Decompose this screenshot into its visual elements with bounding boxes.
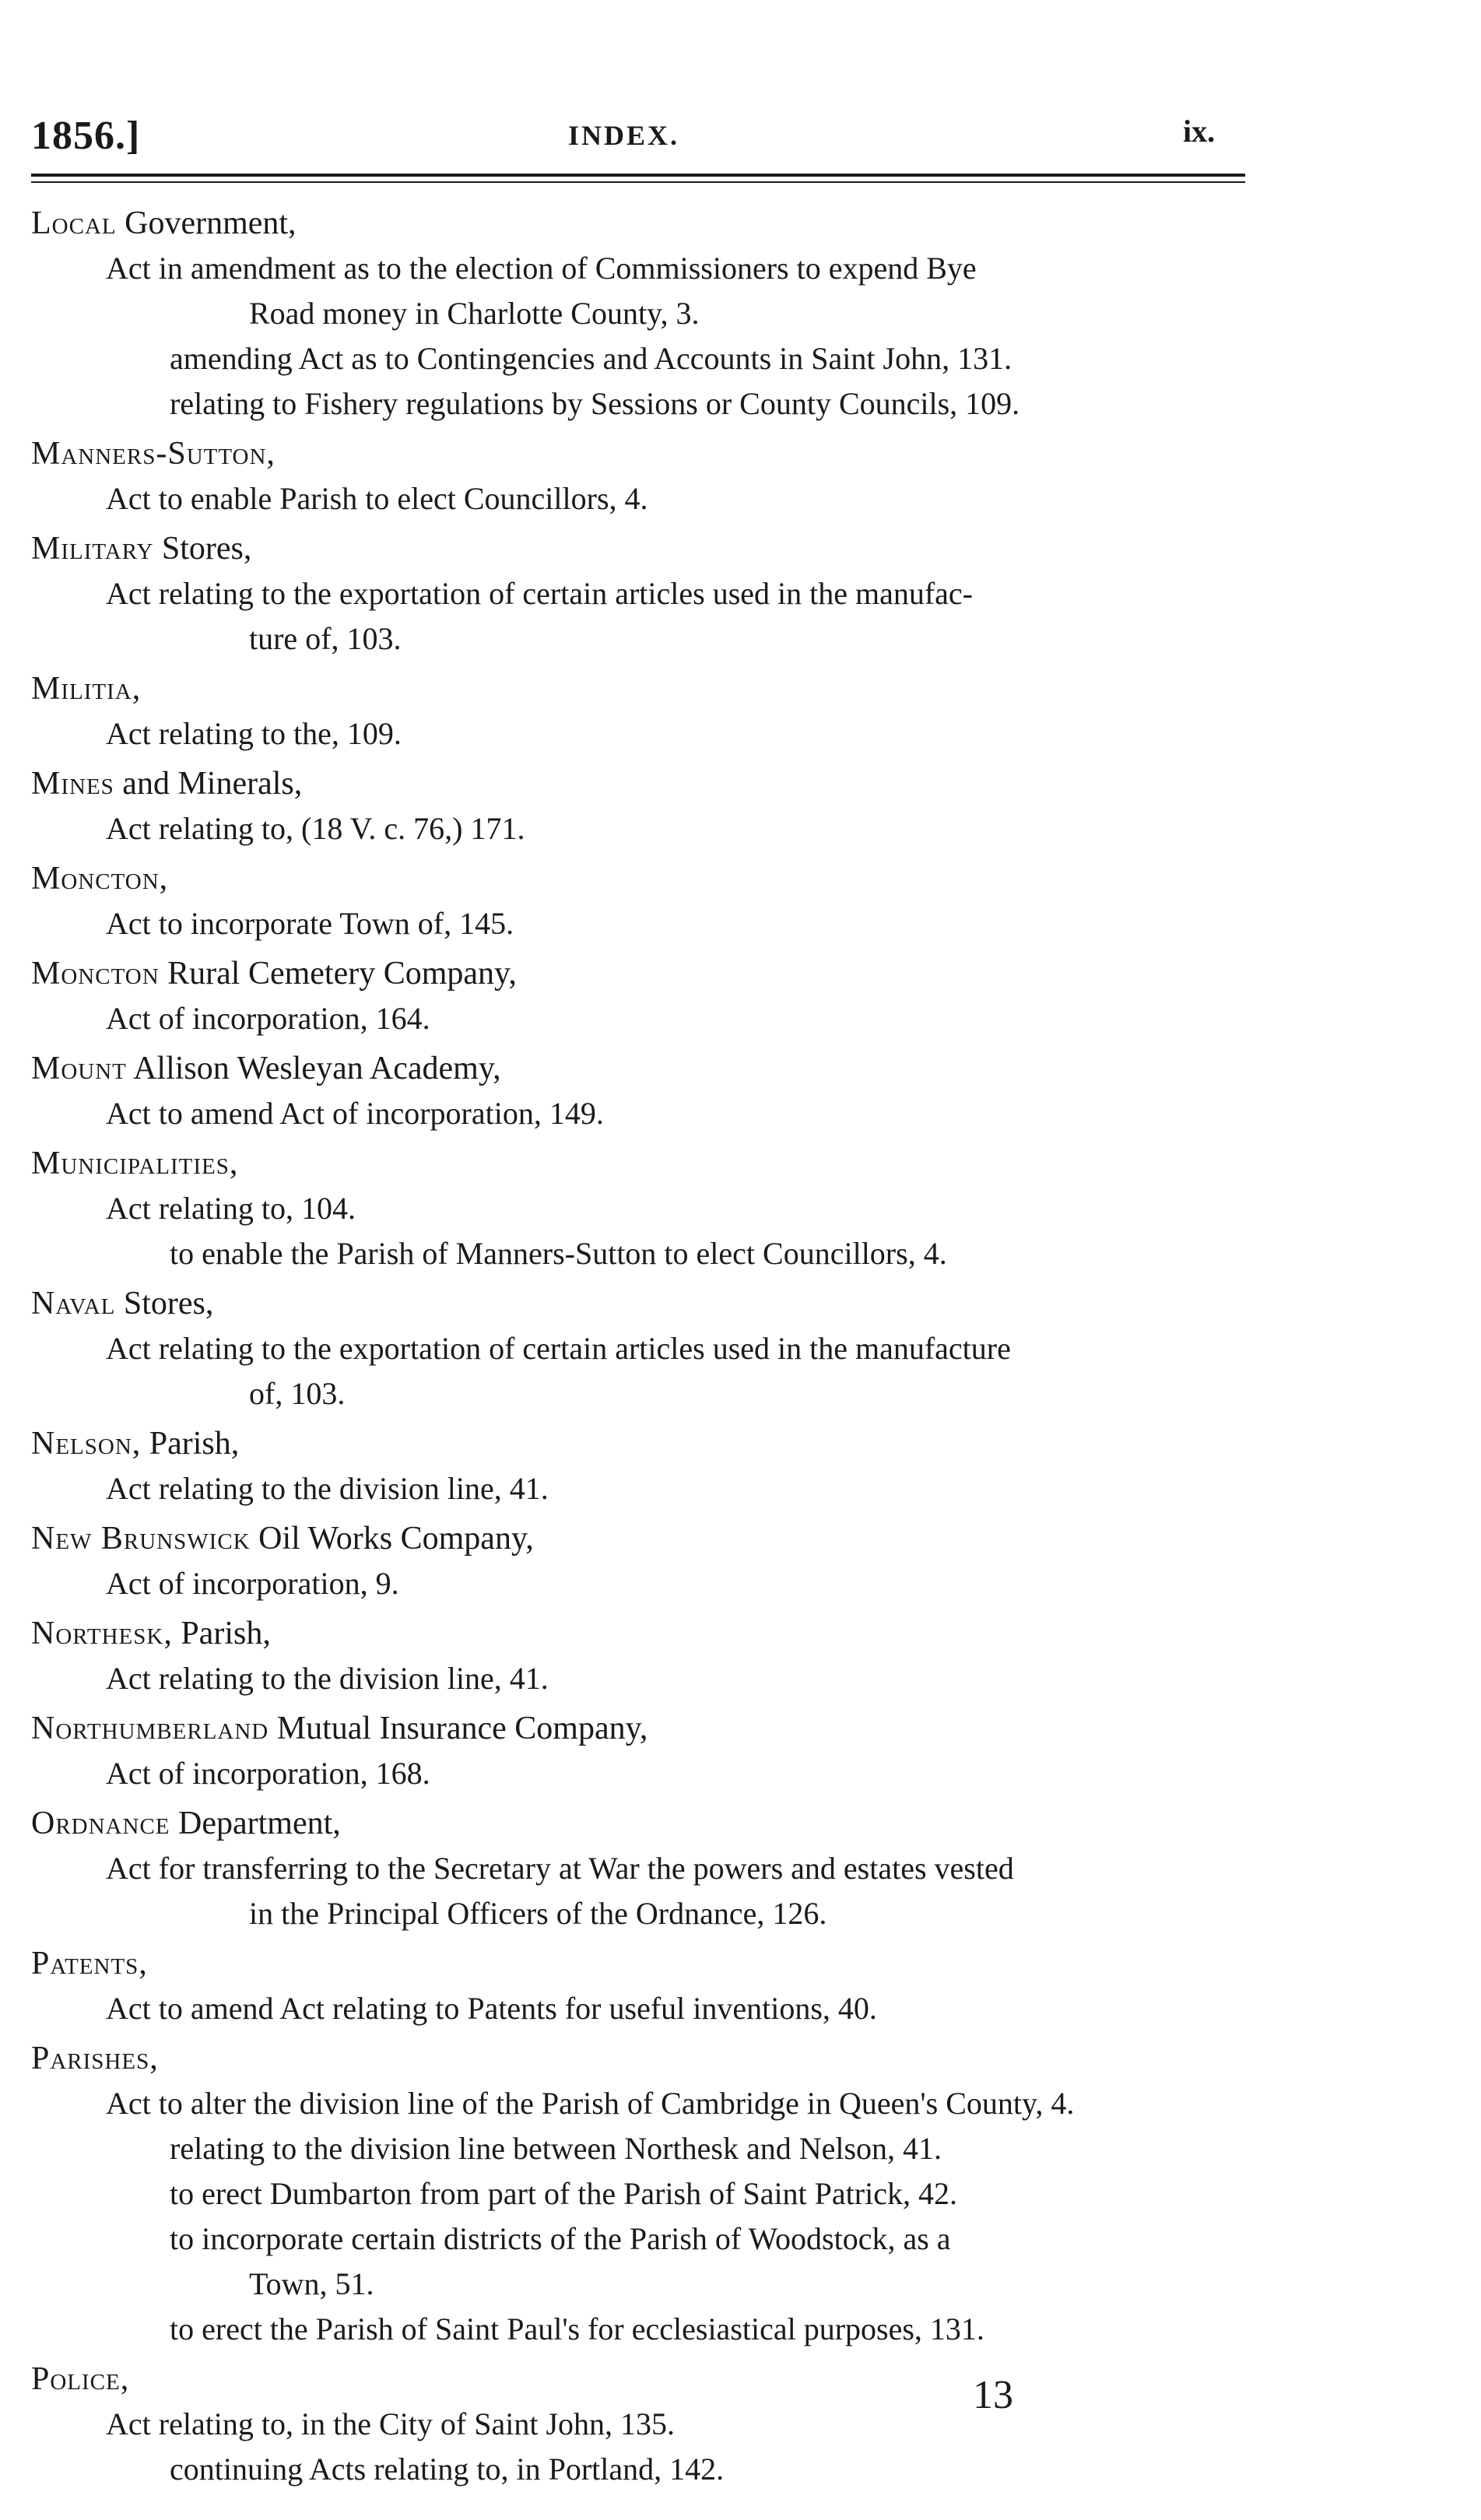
entry-heading-term: Local — [31, 205, 117, 241]
entry-heading — [31, 761, 1276, 806]
entry-heading — [31, 1611, 1276, 1656]
entry-subline: to incorporate certain districts of the Parish of Woodstock, as a — [170, 2221, 951, 2256]
entry-subline: to erect Dumbarton from part of the Parish of Saint Patrick, 42. — [170, 2176, 957, 2211]
entry-subline: Act relating to, 104. — [106, 1191, 356, 1226]
index-entry — [31, 201, 1276, 426]
entry-heading-term: Patents, — [31, 1946, 148, 1981]
entry-heading-rest: Oil Works Company, — [250, 1521, 534, 1557]
entry-heading-term: Military — [31, 531, 154, 567]
entry-subline: of, 103. — [249, 1376, 346, 1411]
entry-subline: Act relating to the, 109. — [106, 716, 402, 751]
header-page-number: ix. — [1183, 114, 1216, 149]
index-entry — [31, 666, 1276, 756]
entry-subline: Act to incorporate Town of, 145. — [106, 906, 514, 941]
entry-heading — [31, 1801, 1276, 1846]
entry-heading-term: Militia, — [31, 671, 142, 707]
entry-subline: Act of incorporation, 164. — [106, 1001, 430, 1036]
entry-heading — [31, 2036, 1276, 2081]
entry-heading-term: Ordnance — [31, 1806, 170, 1841]
entry-heading — [31, 1141, 1276, 1186]
entry-subline: Act in amendment as to the election of Commissioners to expend Bye — [106, 251, 977, 286]
index-entry — [31, 526, 1276, 662]
entry-subline: Act relating to, in the City of Saint John, 135. — [106, 2406, 676, 2441]
entry-heading — [31, 1421, 1276, 1466]
entry-heading-rest: Parish, — [141, 1426, 240, 1462]
entry-heading — [31, 2357, 1276, 2402]
entry-heading — [31, 1706, 1276, 1751]
entry-subline: Act relating to the exportation of certain articles used in the manufacture — [106, 1331, 1011, 1366]
entry-heading-rest: Rural Cemetery Company, — [159, 956, 517, 992]
index-entry — [31, 2357, 1276, 2492]
entry-subline: amending Act as to Contingencies and Accounts in Saint John, 131. — [170, 341, 1012, 376]
entry-heading-term: Northumberland — [31, 1711, 269, 1746]
entry-heading — [31, 1046, 1276, 1091]
entry-heading-rest: Stores, — [115, 1286, 214, 1321]
entry-heading-rest: Government, — [116, 205, 297, 241]
entry-subline: Act relating to the division line, 41. — [106, 1661, 549, 1696]
entry-subline: Act to amend Act relating to Patents for useful inventions, 40. — [106, 1991, 877, 2026]
entry-heading — [31, 431, 1276, 476]
header-rule-thick — [31, 174, 1245, 177]
entry-heading — [31, 1281, 1276, 1326]
entry-heading-term: Municipalities, — [31, 1146, 239, 1181]
entry-heading-rest: Allison Wesleyan Academy, — [126, 1051, 501, 1086]
entry-subline: continuing Acts relating to, in Portland, 142. — [170, 2452, 725, 2487]
entry-heading-rest: Department, — [170, 1806, 341, 1841]
index-entry — [31, 1516, 1276, 1606]
entry-subline: Act to enable Parish to elect Councillors, 4. — [106, 481, 648, 516]
entry-subline: ture of, 103. — [249, 621, 402, 656]
page-header — [31, 113, 1245, 175]
entry-subline: Road money in Charlotte County, 3. — [249, 296, 700, 331]
entry-heading — [31, 201, 1276, 246]
index-entry — [31, 761, 1276, 851]
entry-subline: in the Principal Officers of the Ordnance, 126. — [249, 1896, 827, 1931]
entry-heading-term: Moncton, — [31, 861, 169, 897]
index-entry — [31, 1046, 1276, 1136]
entry-heading-term: Nelson, — [31, 1426, 142, 1462]
index-entry — [31, 1941, 1276, 2031]
entry-heading — [31, 856, 1276, 901]
entry-heading-rest: Mutual Insurance Company, — [268, 1711, 648, 1746]
entry-subline: Town, 51. — [249, 2266, 374, 2301]
entry-heading — [31, 666, 1276, 711]
index-entry — [31, 856, 1276, 946]
entry-heading-rest: and Minerals, — [114, 766, 303, 802]
entry-subline: Act of incorporation, 168. — [106, 1756, 430, 1791]
signature-mark: 13 — [973, 2373, 1013, 2417]
entry-heading — [31, 951, 1276, 996]
entry-heading-term: Moncton — [31, 956, 160, 992]
index-entry — [31, 1706, 1276, 1796]
index-entry — [31, 1801, 1276, 1936]
index-entry — [31, 2036, 1276, 2352]
entry-subline: relating to Fishery regulations by Sessions or County Councils, 109. — [170, 386, 1020, 421]
index-entries — [31, 201, 1276, 2497]
index-entry — [31, 431, 1276, 521]
entry-subline: Act to amend Act of incorporation, 149. — [106, 1096, 604, 1131]
entry-subline: Act to alter the division line of the Parish of Cambridge in Queen's County, 4. — [106, 2086, 1075, 2121]
header-title: INDEX. — [568, 120, 680, 151]
entry-heading-term: Naval — [31, 1286, 116, 1321]
index-entry — [31, 1281, 1276, 1416]
entry-subline: Act of incorporation, 9. — [106, 1566, 399, 1601]
entry-subline: to erect the Parish of Saint Paul's for ecclesiastical purposes, 131. — [170, 2311, 984, 2346]
entry-heading-term: Mines — [31, 766, 114, 802]
entry-heading-rest: Stores, — [153, 531, 252, 567]
entry-heading — [31, 1941, 1276, 1986]
entry-heading-term: Manners-Sutton, — [31, 436, 275, 472]
index-entry — [31, 1141, 1276, 1276]
entry-subline: Act relating to, (18 V. c. 76,) 171. — [106, 811, 525, 846]
entry-heading-term: New Brunswick — [31, 1521, 251, 1557]
index-entry — [31, 1421, 1276, 1511]
index-entry — [31, 1611, 1276, 1701]
entry-heading — [31, 1516, 1276, 1561]
header-year: 1856.] — [31, 114, 141, 158]
header-rule-thin — [31, 181, 1245, 183]
entry-heading-term: Northesk, — [31, 1616, 173, 1651]
entry-heading-term: Parishes, — [31, 2041, 159, 2076]
entry-heading — [31, 526, 1276, 571]
index-entry — [31, 951, 1276, 1041]
entry-subline: Act for transferring to the Secretary at War the powers and estates vested — [106, 1851, 1014, 1886]
entry-heading-rest: Parish, — [172, 1616, 271, 1651]
entry-subline: Act relating to the division line, 41. — [106, 1471, 549, 1506]
entry-heading-term: Police, — [31, 2361, 130, 2397]
entry-subline: to enable the Parish of Manners-Sutton to elect Councillors, 4. — [170, 1236, 947, 1271]
entry-subline: Act relating to the exportation of certain articles used in the manufac- — [106, 576, 974, 611]
entry-heading-term: Mount — [31, 1051, 127, 1086]
entry-subline: relating to the division line between Northesk and Nelson, 41. — [170, 2131, 942, 2166]
